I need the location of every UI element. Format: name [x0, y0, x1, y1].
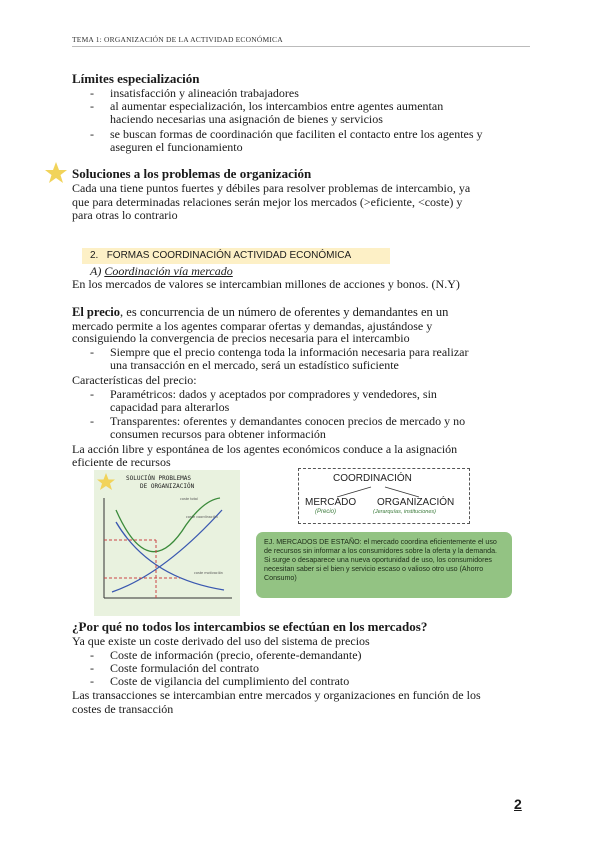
subsection-letter: A) — [90, 264, 102, 278]
list-item: - Coste formulación del contrato — [90, 661, 259, 675]
curve-label: coste coordinación — [186, 515, 218, 519]
precio-line: El precio, es concurrencia de un número de oferentes y demandantes en un — [72, 305, 449, 319]
chart-title-line1: SOLUCIÓN PROBLEMAS — [126, 475, 192, 482]
list-item: - al aumentar especialización, los intercambios entre agentes aumentan — [90, 99, 444, 113]
list-item: - insatisfacción y alineación trabajadores — [90, 86, 299, 100]
soluciones-line: Cada una tiene puntos fuertes y débiles para resolver problemas de intercambio, ya — [72, 181, 471, 195]
chart-title-line2: DE ORGANIZACIÓN — [140, 483, 195, 490]
accion-line: eficiente de recursos — [72, 455, 171, 469]
curve-label: coste total — [180, 497, 198, 501]
example-note: EJ. MERCADOS DE ESTAÑO: el mercado coordina eficientemente el uso de recursos sin informar a los consumidores sobre la oferta y la demanda. Si surge o desaparece una nueva oportunidad de uso, los consumidores necesitan saber si el bien y servicio escaso o valioso otro uso (Ahorro Consumo) — [256, 532, 512, 598]
section-number: 2. — [90, 250, 99, 261]
list-item: - Paramétricos: dados y aceptados por compradores y vendedores, sin — [90, 387, 437, 401]
section-title: FORMAS COORDINACIÓN ACTIVIDAD ECONÓMICA — [106, 250, 352, 261]
diagram-right-sub: (Jerarquías, instituciones) — [373, 509, 436, 515]
star-icon — [44, 161, 68, 185]
list-item-continued: consumen recursos para obtener información — [110, 427, 326, 441]
list-item-continued: haciendo necesarias una asignación de bienes y servicios — [110, 112, 383, 126]
list-item-continued: aseguren el funcionamiento — [110, 140, 243, 154]
list-item: - Coste de vigilancia del cumplimiento del contrato — [90, 674, 350, 688]
running-header: TEMA 1: ORGANIZACIÓN DE LA ACTIVIDAD ECONÓMICA — [72, 35, 283, 44]
list-item: - se buscan formas de coordinación que faciliten el contacto entre los agentes y — [90, 127, 483, 141]
precio-line: mercado permite a los agentes comparar ofertas y demandas, ajustándose y — [72, 319, 433, 333]
porque-intro: Ya que existe un coste derivado del uso del sistema de precios — [72, 634, 370, 648]
list-item: - Coste de información (precio, oferente-demandante) — [90, 648, 362, 662]
diagram-arrow — [385, 487, 419, 497]
coordination-cost-curve — [112, 510, 222, 592]
list-item-continued: capacidad para alterarlos — [110, 400, 230, 414]
precio-bold: El precio — [72, 305, 121, 319]
soluciones-line: para otras lo contrario — [72, 208, 178, 222]
closing-line: Las transacciones se intercambian entre mercados y organizaciones en función de los — [72, 688, 481, 702]
soluciones-title: Soluciones a los problemas de organización — [72, 166, 312, 181]
diagram-title: COORDINACIÓN — [333, 473, 412, 484]
closing-line: costes de transacción — [72, 702, 174, 716]
page-number: 2 — [514, 796, 522, 812]
motivation-cost-curve — [116, 522, 224, 590]
diagram-left: MERCADO — [305, 497, 357, 508]
diagram-right: ORGANIZACIÓN — [377, 497, 455, 508]
coordinacion-diagram — [298, 468, 470, 524]
cost-chart-illustration — [94, 470, 240, 616]
limites-title: Límites especialización — [72, 71, 200, 86]
subsection-title: Coordinación vía mercado — [104, 264, 233, 278]
list-item: - Siempre que el precio contenga toda la información necesaria para realizar — [90, 345, 469, 359]
list-item-continued: una transacción en el mercado, será un estadístico suficiente — [110, 358, 399, 372]
header-rule — [72, 46, 530, 47]
caracteristicas-title: Características del precio: — [72, 373, 197, 387]
section-heading — [82, 248, 390, 264]
diagram-left-sub: (Precio) — [315, 509, 337, 515]
star-icon — [97, 473, 115, 490]
mercados-intro: En los mercados de valores se intercambian millones de acciones y bonos. (N.Y) — [72, 277, 460, 291]
diagram-arrow — [337, 487, 371, 497]
soluciones-line: que para determinadas relaciones serán mejor los mercados (>eficiente, <coste) y — [72, 195, 463, 209]
accion-line: La acción libre y espontánea de los agentes económicos conduce a la asignación — [72, 442, 458, 456]
curve-label: coste motivación — [194, 571, 223, 575]
precio-line: consiguiendo la convergencia de precios necesaria para el intercambio — [72, 331, 410, 345]
porque-title: ¿Por qué no todos los intercambios se efectúan en los mercados? — [72, 619, 428, 634]
list-item: - Transparentes: oferentes y demandantes conocen precios de mercado y no — [90, 414, 466, 428]
